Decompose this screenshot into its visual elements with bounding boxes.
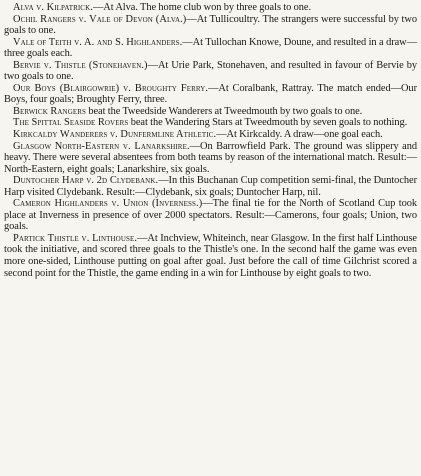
match-heading: Bervie v. Thistle (Stonehaven.) (13, 59, 148, 71)
match-heading: Berwick Rangers (13, 105, 86, 117)
match-body: —On Barrowfield Park. The ground was slippery and heavy. There were several absentees from both teams by reason of the international match. Result:—North-Eastern, eight goals; Lanarkshire, six goals. (4, 140, 417, 175)
match-body: —The final tie for the North of Scotland Cup took place at Inverness in presence of over 2000 spectators. Result:—Camerons, four goals; Union, two goals. (4, 198, 418, 233)
match-body: —At Kirkcaldy. A draw—one goal each. (216, 129, 383, 141)
match-heading: Kirkcaldy Wanderers v. Dunfermline Athletic. (13, 129, 217, 141)
match-body: beat the Tweedside Wanderers at Tweedmouth by two goals to one. (85, 105, 363, 117)
match-report-cameron-union (4, 198, 417, 233)
match-heading: Duntocher Harp v. 2d Clydebank. (13, 175, 159, 187)
match-report-partick-linthouse (4, 233, 417, 279)
match-heading: Our Boys (Blairgowrie) v. Broughty Ferry. (13, 82, 209, 94)
match-heading: Glasgow North-Eastern v. Lanarkshire. (13, 140, 190, 152)
match-heading: Alva v. Kilpatrick. (13, 2, 93, 13)
match-body: beat the Wandering Stars at Tweedmouth by seven goals to nothing. (128, 117, 408, 129)
match-body: —At Alva. The home club won by three goals to one. (92, 2, 312, 13)
match-body: —At Coralbank, Rattray. The match ended—Our Boys, four goals; Broughty Ferry, three. (4, 82, 417, 106)
match-report-ochil-vale-of-devon (4, 14, 417, 37)
match-report-berwick-rangers (4, 106, 417, 118)
match-report-alva-kilpatrick (4, 2, 417, 14)
match-report-kirkcaldy-dunfermline (4, 129, 417, 141)
match-heading: Cameron Highlanders v. Union (Inverness.) (13, 198, 203, 210)
match-report-bervie-thistle (4, 60, 417, 83)
match-body: —At Inchview, Whiteinch, near Glasgow. In the first half Linthouse took the initiative, and scored three goals to the Thistle's one. In the second half the game was even more one-sided, Linthouse putting on goal after goal. Just before the call of time Gilchrist scored a second point for the Thistle, the game ending in a win for Linthouse by eight goals to two. (4, 232, 417, 279)
match-report-vale-of-teith (4, 37, 417, 60)
match-body: —At Tullochan Knowe, Doune, and resulted in a draw—three goals each. (4, 36, 417, 60)
match-report-glasgow-lanarkshire (4, 141, 417, 176)
match-report-duntocher-clydebank (4, 175, 417, 198)
match-body: —At Tullicoultry. The strangers were successful by two goals to one. (4, 13, 417, 37)
match-report-spittal-seaside-rovers (4, 117, 417, 129)
match-heading: Partick Thistle v. Linthouse. (13, 232, 138, 244)
match-body: —In this Buchanan Cup competition semi-final, the Duntocher Harp visited Clydebank. Result:—Clydebank, six goals; Duntocher Harp, nil. (4, 175, 418, 198)
match-heading: The Spittal Seaside Rovers (13, 117, 129, 129)
match-report-our-boys-broughty-ferry (4, 83, 417, 106)
match-body: —At Urie Park, Stonehaven, and resulted in favour of Bervie by two goals to one. (4, 59, 417, 83)
match-heading: Ochil Rangers v. Vale of Devon (Alva.) (13, 13, 187, 25)
match-heading: Vale of Teith v. A. and S. Highlanders. (13, 36, 183, 48)
